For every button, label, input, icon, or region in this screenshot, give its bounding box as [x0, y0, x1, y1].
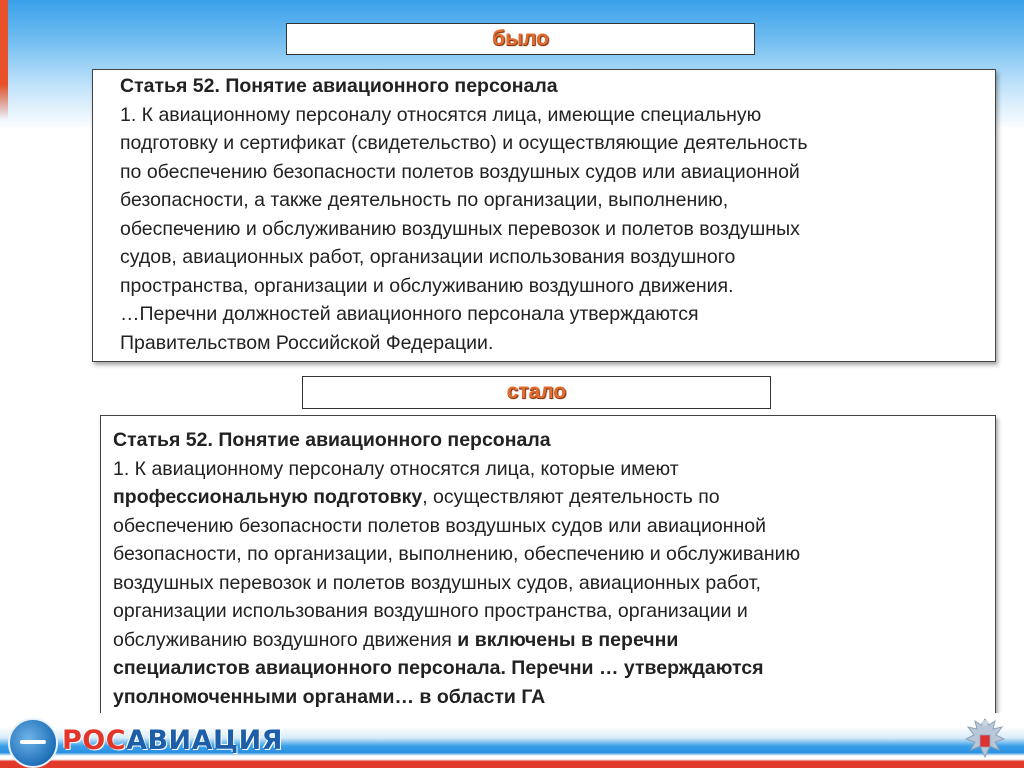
brand-part-blue: АВИАЦИЯ	[126, 725, 283, 756]
article-after-box	[100, 415, 996, 720]
label-now	[302, 376, 771, 409]
article-before-line: по обеспечению безопасности полетов воздушных судов или авиационной	[120, 160, 800, 183]
article-before-line: …Перечни должностей авиационного персонала утверждаются	[120, 303, 699, 325]
highlight-authorized-bodies: уполномоченными органами… в области ГА	[113, 685, 546, 708]
article-after-line: 1. К авиационному персоналу относятся лица, которые имеют	[113, 457, 679, 480]
highlight-professional-training: профессиональную подготовку	[113, 486, 423, 508]
brand-name	[62, 725, 283, 756]
corner-stripe	[0, 0, 8, 120]
article-before-line: Правительством Российской Федерации.	[120, 331, 494, 354]
russian-coat-of-arms-icon	[962, 715, 1008, 765]
highlight-specialists: специалистов авиационного персонала. Перечни … утверждаются	[113, 657, 764, 679]
article-after-line	[113, 483, 985, 512]
article-before-box	[92, 69, 996, 362]
label-was	[286, 23, 755, 55]
article-before-line: пространства, организации и обслуживанию воздушного движения.	[120, 274, 734, 297]
brand-part-red: РОС	[62, 725, 127, 756]
article-before-line: подготовку и сертификат (свидетельство) и осуществляющие деятельность	[120, 132, 808, 154]
article-after-line	[113, 626, 985, 655]
article-after-line: безопасности, по организации, выполнению, обеспечению и обслуживанию	[113, 543, 801, 565]
article-before-line: безопасности, а также деятельность по организации, выполнению,	[120, 189, 729, 211]
article-before-line: судов, авиационных работ, организации использования воздушного	[120, 246, 736, 268]
article-after-line	[113, 683, 985, 712]
article-after-line: воздушных перевозок и полетов воздушных судов, авиационных работ,	[113, 571, 761, 594]
label-was-text: было	[492, 27, 549, 50]
rosaviatsia-logo-icon	[8, 718, 58, 768]
highlight-included-in-lists: и включены в перечни	[457, 628, 679, 651]
article-before-title: Статья 52. Понятие авиационного персонала	[120, 75, 558, 97]
article-before-line: обеспечению и обслуживанию воздушных перевозок и полетов воздушных	[120, 217, 800, 240]
article-after-title: Статья 52. Понятие авиационного персонала	[113, 429, 551, 451]
article-after-line	[113, 654, 985, 683]
article-after-text: обслуживанию воздушного движения	[113, 628, 458, 651]
label-now-text: стало	[506, 380, 567, 403]
article-before-line: 1. К авиационному персоналу относятся лица, имеющие специальную	[120, 103, 762, 126]
article-after-line: обеспечению безопасности полетов воздушных судов или авиационной	[113, 514, 766, 537]
article-after-text: , осуществляют деятельность по	[422, 486, 720, 508]
article-after-line: организации использования воздушного пространства, организации и	[113, 600, 748, 622]
